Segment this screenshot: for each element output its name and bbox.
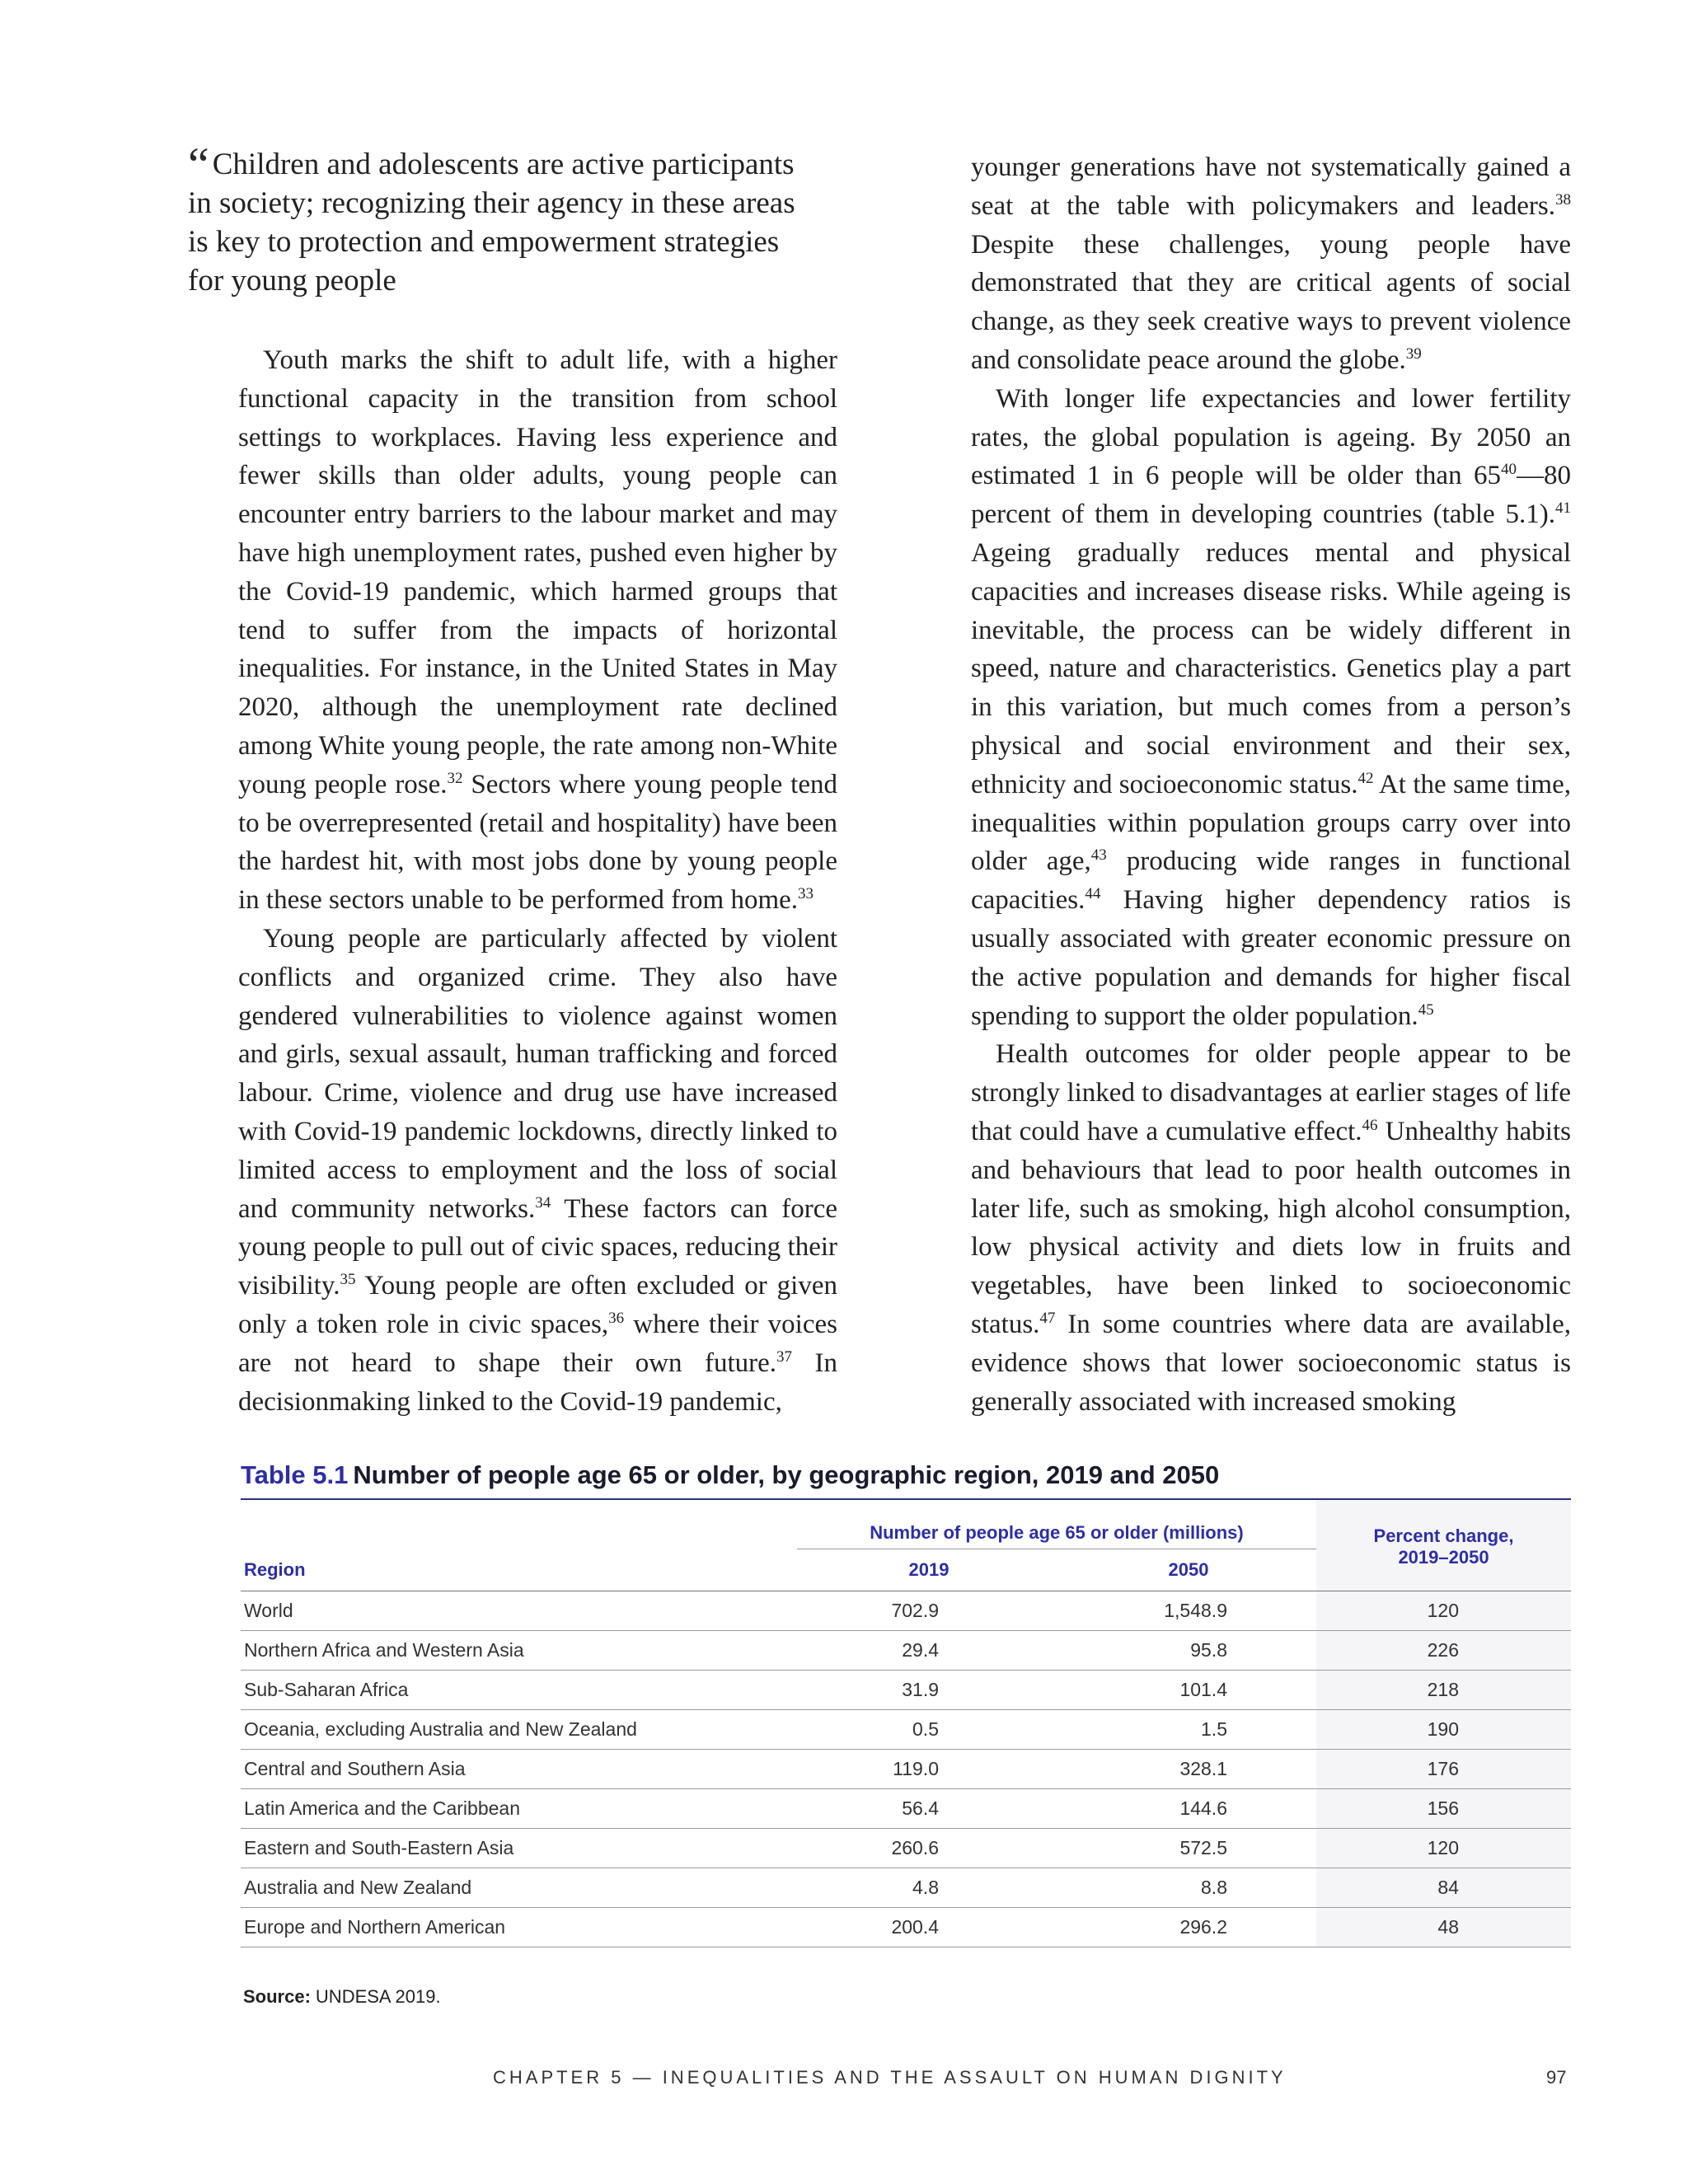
paragraph: With longer life expectancies and lower fertility rates, the global population is ageing. By 2050 an estimated 1 in 6 people will be older than $65^{40}—80$ percent of them in developing countries (table 5.1).$^{41}$ Ageing gradually reduces mental and physical capacities and increases disease risks. While ageing is inevitable, the process can be widely different in speed, nature and characteristics. Genetics play a part in this variation, but much comes from a person’s physical and social environment and their sex, ethnicity and socioeconomic status.$^{42}$ At the same time, inequalities within population groups carry over into older age,$^{43}$ producing wide ranges in functional capacities.$^{44}$ Having higher dependency ratios is usually associated with greater economic pressure on the active population and demands for higher fiscal spending to support the older population.$^{45}$	[971, 383, 1572, 1031]
quote-mark: “	[188, 138, 209, 191]
value-2019-cell: 119.0	[797, 1750, 1061, 1789]
percent-change-cell: 120	[1316, 1591, 1571, 1631]
table-number: Table 5.1	[241, 1460, 349, 1489]
value-2019-cell: 29.4	[797, 1631, 1061, 1671]
value-2019-cell: 31.9	[797, 1671, 1061, 1710]
footnote-ref[interactable]: 39	[1405, 344, 1422, 363]
table-row	[241, 1829, 1571, 1868]
table-source	[243, 1986, 441, 2008]
footnote-ref[interactable]: 43	[1090, 846, 1107, 865]
table-row	[241, 1789, 1571, 1829]
percent-change-cell: 156	[1316, 1789, 1571, 1829]
table-row	[241, 1908, 1571, 1947]
footnote-ref[interactable]: 44	[1085, 885, 1101, 903]
value-2050-cell: 144.6	[1061, 1789, 1316, 1829]
region-cell: Oceania, excluding Australia and New Zealand	[241, 1710, 797, 1750]
running-footer: CHAPTER 5 — INEQUALITIES AND THE ASSAULT ON HUMAN DIGNITY	[493, 2067, 1287, 2088]
value-2050-cell: 101.4	[1061, 1671, 1316, 1710]
left-column	[238, 341, 837, 1421]
footnote-ref[interactable]: 38	[1555, 190, 1571, 209]
region-cell: Eastern and South-Eastern Asia	[241, 1829, 797, 1868]
footnote-ref[interactable]: 46	[1362, 1116, 1378, 1134]
col-header-2050: 2050	[1061, 1549, 1316, 1591]
col-header-percent: Percent change, 2019–2050	[1316, 1500, 1571, 1591]
table-row	[241, 1710, 1571, 1750]
value-2019-cell: 200.4	[797, 1908, 1061, 1947]
footnote-ref[interactable]: 40	[1501, 461, 1517, 479]
region-cell: Australia and New Zealand	[241, 1868, 797, 1908]
paragraph: younger generations have not systematically gained a seat at the table with policymakers and leaders.$^{38}$ Despite these challenges, young people have demonstrated that they are critical agents of social change, as they seek creative ways to prevent violence and consolidate peace around the globe.$^{39}$	[971, 152, 1571, 375]
col-header-region: Region	[241, 1549, 797, 1591]
footnote-ref[interactable]: 33	[798, 885, 814, 903]
percent-change-cell: 84	[1316, 1868, 1571, 1908]
table-title-text: Number of people age 65 or older, by geographic region, 2019 and 2050	[353, 1460, 1220, 1489]
percent-change-cell: 218	[1316, 1671, 1571, 1710]
table-row	[241, 1671, 1571, 1710]
percent-change-cell: 48	[1316, 1908, 1571, 1947]
source-label: Source:	[243, 1986, 311, 2007]
paragraph: Young people are particularly affected by violent conflicts and organized crime. They also have gendered vulnerabilities to violence against women and girls, sexual assault, human trafficking and forced labour. Crime, violence and drug use have increased with Covid-19 pandemic lockdowns, directly linked to limited access to employment and the loss of social and community networks.$^{34}$ These factors can force young people to pull out of civic spaces, reducing their visibility.$^{35}$ Young people are often excluded or given only a token role in civic spaces,$^{36}$ where their voices are not heard to shape their own future.$^{37}$ In decisionmaking linked to the Covid-19 pandemic,	[238, 923, 837, 1417]
percent-change-cell: 226	[1316, 1631, 1571, 1671]
region-cell: Northern Africa and Western Asia	[241, 1631, 797, 1671]
table-row	[241, 1591, 1571, 1631]
footnote-ref[interactable]: 37	[776, 1347, 793, 1366]
footnote-ref[interactable]: 41	[1555, 499, 1571, 518]
value-2019-cell: 0.5	[797, 1710, 1061, 1750]
footnote-ref[interactable]: 32	[447, 769, 463, 787]
footnote-ref[interactable]: 35	[340, 1271, 356, 1289]
footnote-ref[interactable]: 34	[535, 1193, 551, 1212]
region-cell: Sub-Saharan Africa	[241, 1671, 797, 1710]
table-row	[241, 1868, 1571, 1908]
pull-quote	[188, 138, 814, 300]
paragraph: Health outcomes for older people appear to be strongly linked to disadvantages at earlier stages of life that could have a cumulative effect.$^{46}$ Unhealthy habits and behaviours that lead to poor health outcomes in later life, such as smoking, high alcohol consumption, low physical activity and diets low in fruits and vegetables, have been linked to socioeconomic status.$^{47}$ In some countries where data are available, evidence shows that lower socioeconomic status is generally associated with increased smoking	[971, 1039, 1571, 1417]
data-table	[241, 1500, 1571, 1947]
value-2019-cell: 260.6	[797, 1829, 1061, 1868]
pull-quote-text: Children and adolescents are active participants in society; recognizing their agency in these areas is key to protection and empowerment strategies for young people	[188, 148, 795, 298]
table-5-1	[241, 1460, 1571, 1947]
footnote-ref[interactable]: 45	[1418, 1001, 1434, 1019]
table-title	[241, 1460, 1571, 1500]
region-cell: Central and Southern Asia	[241, 1750, 797, 1789]
value-2050-cell: 328.1	[1061, 1750, 1316, 1789]
table-row	[241, 1631, 1571, 1671]
paragraph: Youth marks the shift to adult life, with a higher functional capacity in the transition from school settings to workplaces. Having less experience and fewer skills than older adults, young people can encounter entry barriers to the labour market and may have high unemployment rates, pushed even higher by the Covid-19 pandemic, which harmed groups that tend to suffer from the impacts of horizontal inequalities. For instance, in the United States in May 2020, although the unemployment rate declined among White young people, the rate among non-White young people rose.$^{32}$ Sectors where young people tend to be overrepresented (retail and hospitality) have been the hardest hit, with most jobs done by young people in these sectors unable to be performed from home.$^{33}$	[238, 345, 838, 916]
percent-change-cell: 176	[1316, 1750, 1571, 1789]
value-2019-cell: 702.9	[797, 1591, 1061, 1631]
value-2019-cell: 4.8	[797, 1868, 1061, 1908]
table-row	[241, 1750, 1571, 1789]
value-2050-cell: 8.8	[1061, 1868, 1316, 1908]
region-cell: Europe and Northern American	[241, 1908, 797, 1947]
region-cell: Latin America and the Caribbean	[241, 1789, 797, 1829]
footnote-ref[interactable]: 42	[1357, 769, 1374, 787]
value-2050-cell: 572.5	[1061, 1829, 1316, 1868]
footnote-ref[interactable]: 47	[1039, 1309, 1056, 1327]
right-column	[971, 148, 1571, 1421]
value-2050-cell: 1.5	[1061, 1710, 1316, 1750]
value-2050-cell: 296.2	[1061, 1908, 1316, 1947]
page-number: 97	[1546, 2067, 1567, 2088]
percent-change-cell: 120	[1316, 1829, 1571, 1868]
value-2050-cell: 1,548.9	[1061, 1591, 1316, 1631]
source-text: UNDESA 2019.	[315, 1986, 441, 2007]
value-2050-cell: 95.8	[1061, 1631, 1316, 1671]
group-header: Number of people age 65 or older (millions)	[797, 1500, 1316, 1549]
value-2019-cell: 56.4	[797, 1789, 1061, 1829]
col-header-2019: 2019	[797, 1549, 1061, 1591]
footnote-ref[interactable]: 36	[608, 1309, 625, 1327]
percent-change-cell: 190	[1316, 1710, 1571, 1750]
region-cell: World	[241, 1591, 797, 1631]
